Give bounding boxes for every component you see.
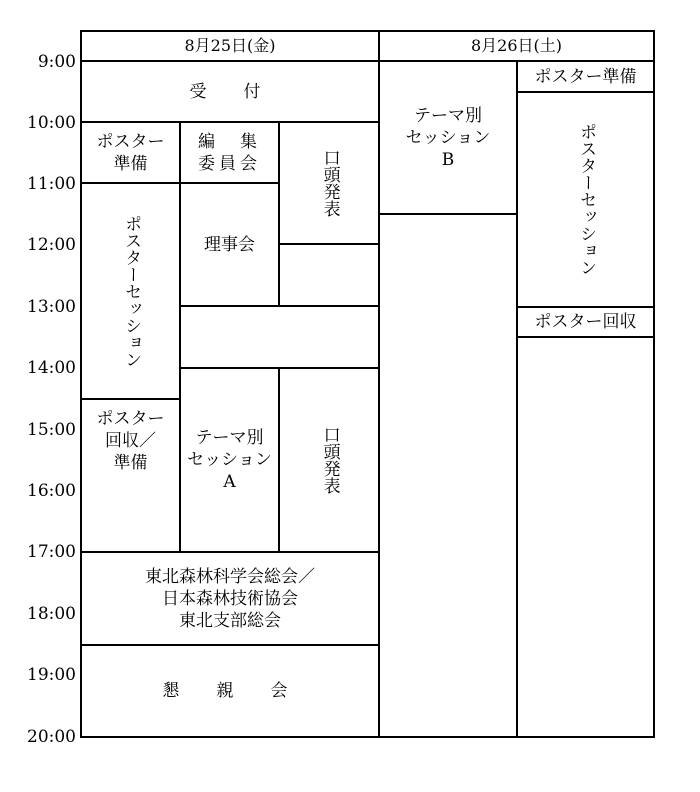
time-label: 10:00: [27, 113, 76, 133]
reception-block: 受 付: [80, 60, 380, 123]
poster-collect-prep-block: ポスター 回収／ 準備: [80, 398, 181, 553]
time-label: 17:00: [27, 542, 76, 562]
empty-block: [278, 243, 380, 307]
banquet-block: 懇 親 会: [80, 644, 380, 738]
day2-poster-prep-block: ポスター準備: [516, 60, 655, 93]
time-label: 12:00: [27, 235, 76, 255]
time-label: 14:00: [27, 358, 76, 378]
oral-presentation-block-1: 口頭発表: [278, 121, 380, 245]
poster-prep-block: ポスター 準備: [80, 121, 181, 184]
time-label: 15:00: [27, 420, 76, 440]
day2-poster-collect-block: ポスター回収: [516, 306, 655, 338]
day2-empty-block: [378, 213, 518, 738]
poster-session-block: ポスターセッション: [80, 182, 181, 400]
theme-session-a-block: テーマ別 セッション A: [179, 367, 280, 553]
time-label: 19:00: [27, 665, 76, 685]
day2-poster-session-block: ポスターセッション: [516, 91, 655, 308]
time-label: 16:00: [27, 481, 76, 501]
oral-presentation-block-2: 口頭発表: [278, 367, 380, 553]
time-label: 18:00: [27, 604, 76, 624]
time-label: 11:00: [27, 174, 76, 194]
day1-header: 8月25日(金): [80, 30, 380, 62]
theme-session-b-block: テーマ別 セッション B: [378, 60, 518, 215]
empty-block: [179, 305, 380, 369]
time-label: 9:00: [37, 52, 76, 72]
editorial-committee-block: 編 集 委員会: [179, 121, 280, 184]
board-meeting-block: 理事会: [179, 182, 280, 307]
time-label: 20:00: [27, 727, 76, 747]
day2-header: 8月26日(土): [378, 30, 655, 62]
general-meeting-block: 東北森林科学会総会／ 日本森林技術協会 東北支部総会: [80, 551, 380, 646]
time-label: 13:00: [27, 297, 76, 317]
day2-empty-block: [516, 336, 655, 738]
